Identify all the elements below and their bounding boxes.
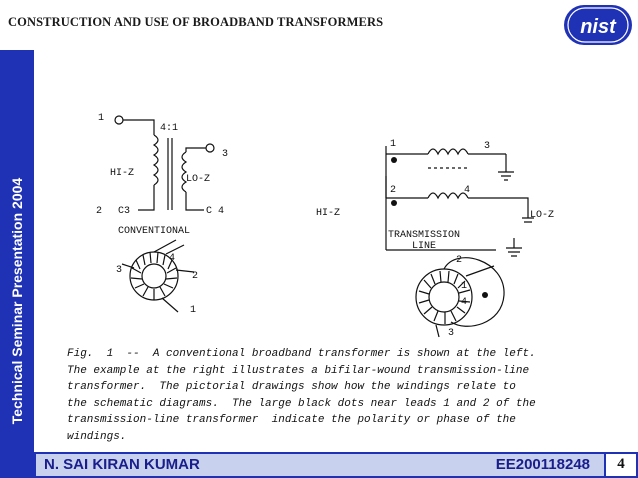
roll-number: EE200118248 [495, 456, 590, 473]
conv-toroid-lead-3: 3 [116, 265, 123, 276]
tl-toroid-lead-4: 4 [461, 297, 468, 308]
caption-line: The example at the right illustrates a bifilar-wound transmission-line [67, 364, 530, 377]
slide-title: CONSTRUCTION AND USE OF BROADBAND TRANSFORMERS [8, 15, 384, 29]
footer-bar [0, 452, 638, 478]
conv-lead-c4: C 4 [206, 206, 225, 217]
conv-toroid-lead-1: 1 [190, 305, 197, 316]
tl-toroid-lead-2: 2 [456, 255, 463, 266]
caption-line: Fig. 1 -- A conventional broadband transformer is shown at the left. [67, 348, 536, 360]
conv-lead-1: 1 [98, 113, 105, 124]
figure-caption [67, 346, 627, 446]
tl-label-line1: TRANSMISSION [388, 230, 461, 241]
tl-winding-lead-2: 2 [390, 185, 397, 196]
tl-winding-lead-4: 4 [464, 185, 471, 196]
tl-hi-z: HI-Z [316, 208, 341, 219]
conv-lead-c3: C3 [118, 206, 131, 217]
content-area [36, 50, 636, 452]
caption-line: transformer. The pictorial drawings show how the windings relate to [67, 381, 516, 394]
page-number-box [606, 454, 636, 476]
conv-hi-z: HI-Z [110, 168, 135, 179]
logo-text: nist [580, 16, 616, 38]
header-bar [0, 0, 638, 48]
conv-toroid-lead-4: 4 [169, 253, 176, 264]
tl-toroid-lead-1: 1 [461, 281, 468, 292]
tl-label-line2: LINE [412, 241, 437, 252]
page-number: 4 [617, 456, 625, 472]
presenter-name: N. SAI KIRAN KUMAR [44, 456, 200, 473]
sidebar-text: Technical Seminar Presentation 2004 [9, 177, 25, 425]
footer-band [36, 454, 604, 476]
conv-label: CONVENTIONAL [118, 226, 191, 237]
conv-lead-3: 3 [222, 149, 229, 160]
sidebar [0, 50, 34, 452]
conv-ratio: 4:1 [160, 123, 179, 134]
conv-lead-2: 2 [96, 206, 103, 217]
conv-lo-z: LO-Z [186, 174, 211, 185]
tl-winding-lead-3: 3 [484, 141, 491, 152]
tl-winding-lead-1: 1 [390, 139, 397, 150]
caption-line: transmission-line transformer indicate the polarity or phase of the [67, 414, 516, 427]
nist-logo [562, 3, 634, 47]
caption-line: the schematic diagrams. The large black dots near leads 1 and 2 of the [67, 397, 536, 410]
tl-toroid-lead-3: 3 [448, 328, 455, 339]
conv-toroid-lead-2: 2 [192, 271, 199, 282]
tl-lo-z: LO-Z [530, 210, 555, 221]
caption-line: windings. [67, 430, 127, 443]
transformer-diagram [36, 50, 636, 350]
